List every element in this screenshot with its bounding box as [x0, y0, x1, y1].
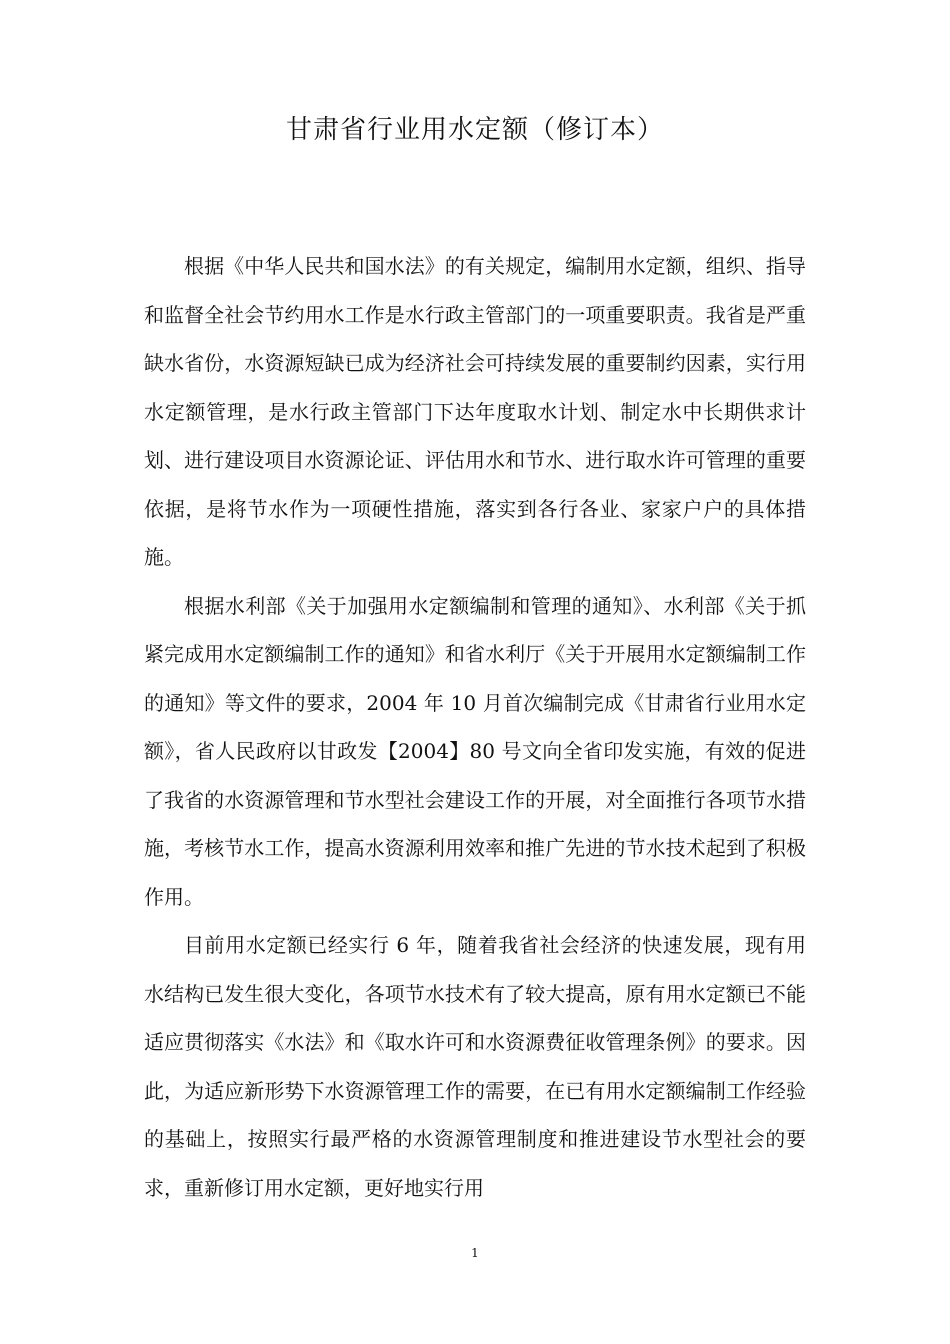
paragraph-history: 根据水利部《关于加强用水定额编制和管理的通知》、水利部《关于抓紧完成用水定额编制工作的通知》和省水利厅《关于开展用水定额编制工作的通知》等文件的要求，2004 年 10 月首次编制完成《甘肃省行业用水定额》，省人民政府以甘政发【2004】80 号文向全省印发实施，有效的促进了我省的水资源管理和节水型社会建设工作的开展，对全面推行各项节水措施，考核节水工作，提高水资源利用效率和推广先进的节水技术起到了积极作用。: [144, 593, 806, 909]
paragraph-revision: 目前用水定额已经实行 6 年，随着我省社会经济的快速发展，现有用水结构已发生很大变化，各项节水技术有了较大提高，原有用水定额已不能适应贯彻落实《水法》和《取水许可和水资源费征收管理条例》的要求。因此，为适应新形势下水资源管理工作的需要，在已有用水定额编制工作经验的基础上，按照实行最严格的水资源管理制度和推进建设节水型社会的要求，重新修订用水定额，更好地实行用: [144, 933, 806, 1200]
document-body: [144, 242, 806, 1212]
page-number: 1: [471, 1246, 479, 1260]
paragraph-water-law: 根据《中华人民共和国水法》的有关规定，编制用水定额，组织、指导和监督全社会节约用水工作是水行政主管部门的一项重要职责。我省是严重缺水省份，水资源短缺已成为经济社会可持续发展的重要制约因素，实行用水定额管理，是水行政主管部门下达年度取水计划、制定水中长期供求计划、进行建设项目水资源论证、评估用水和节水、进行取水许可管理的重要依据，是将节水作为一项硬性措施，落实到各行各业、家家户户的具体措施。: [144, 254, 806, 569]
page-title: 甘肃省行业用水定额（修订本）: [285, 115, 664, 145]
